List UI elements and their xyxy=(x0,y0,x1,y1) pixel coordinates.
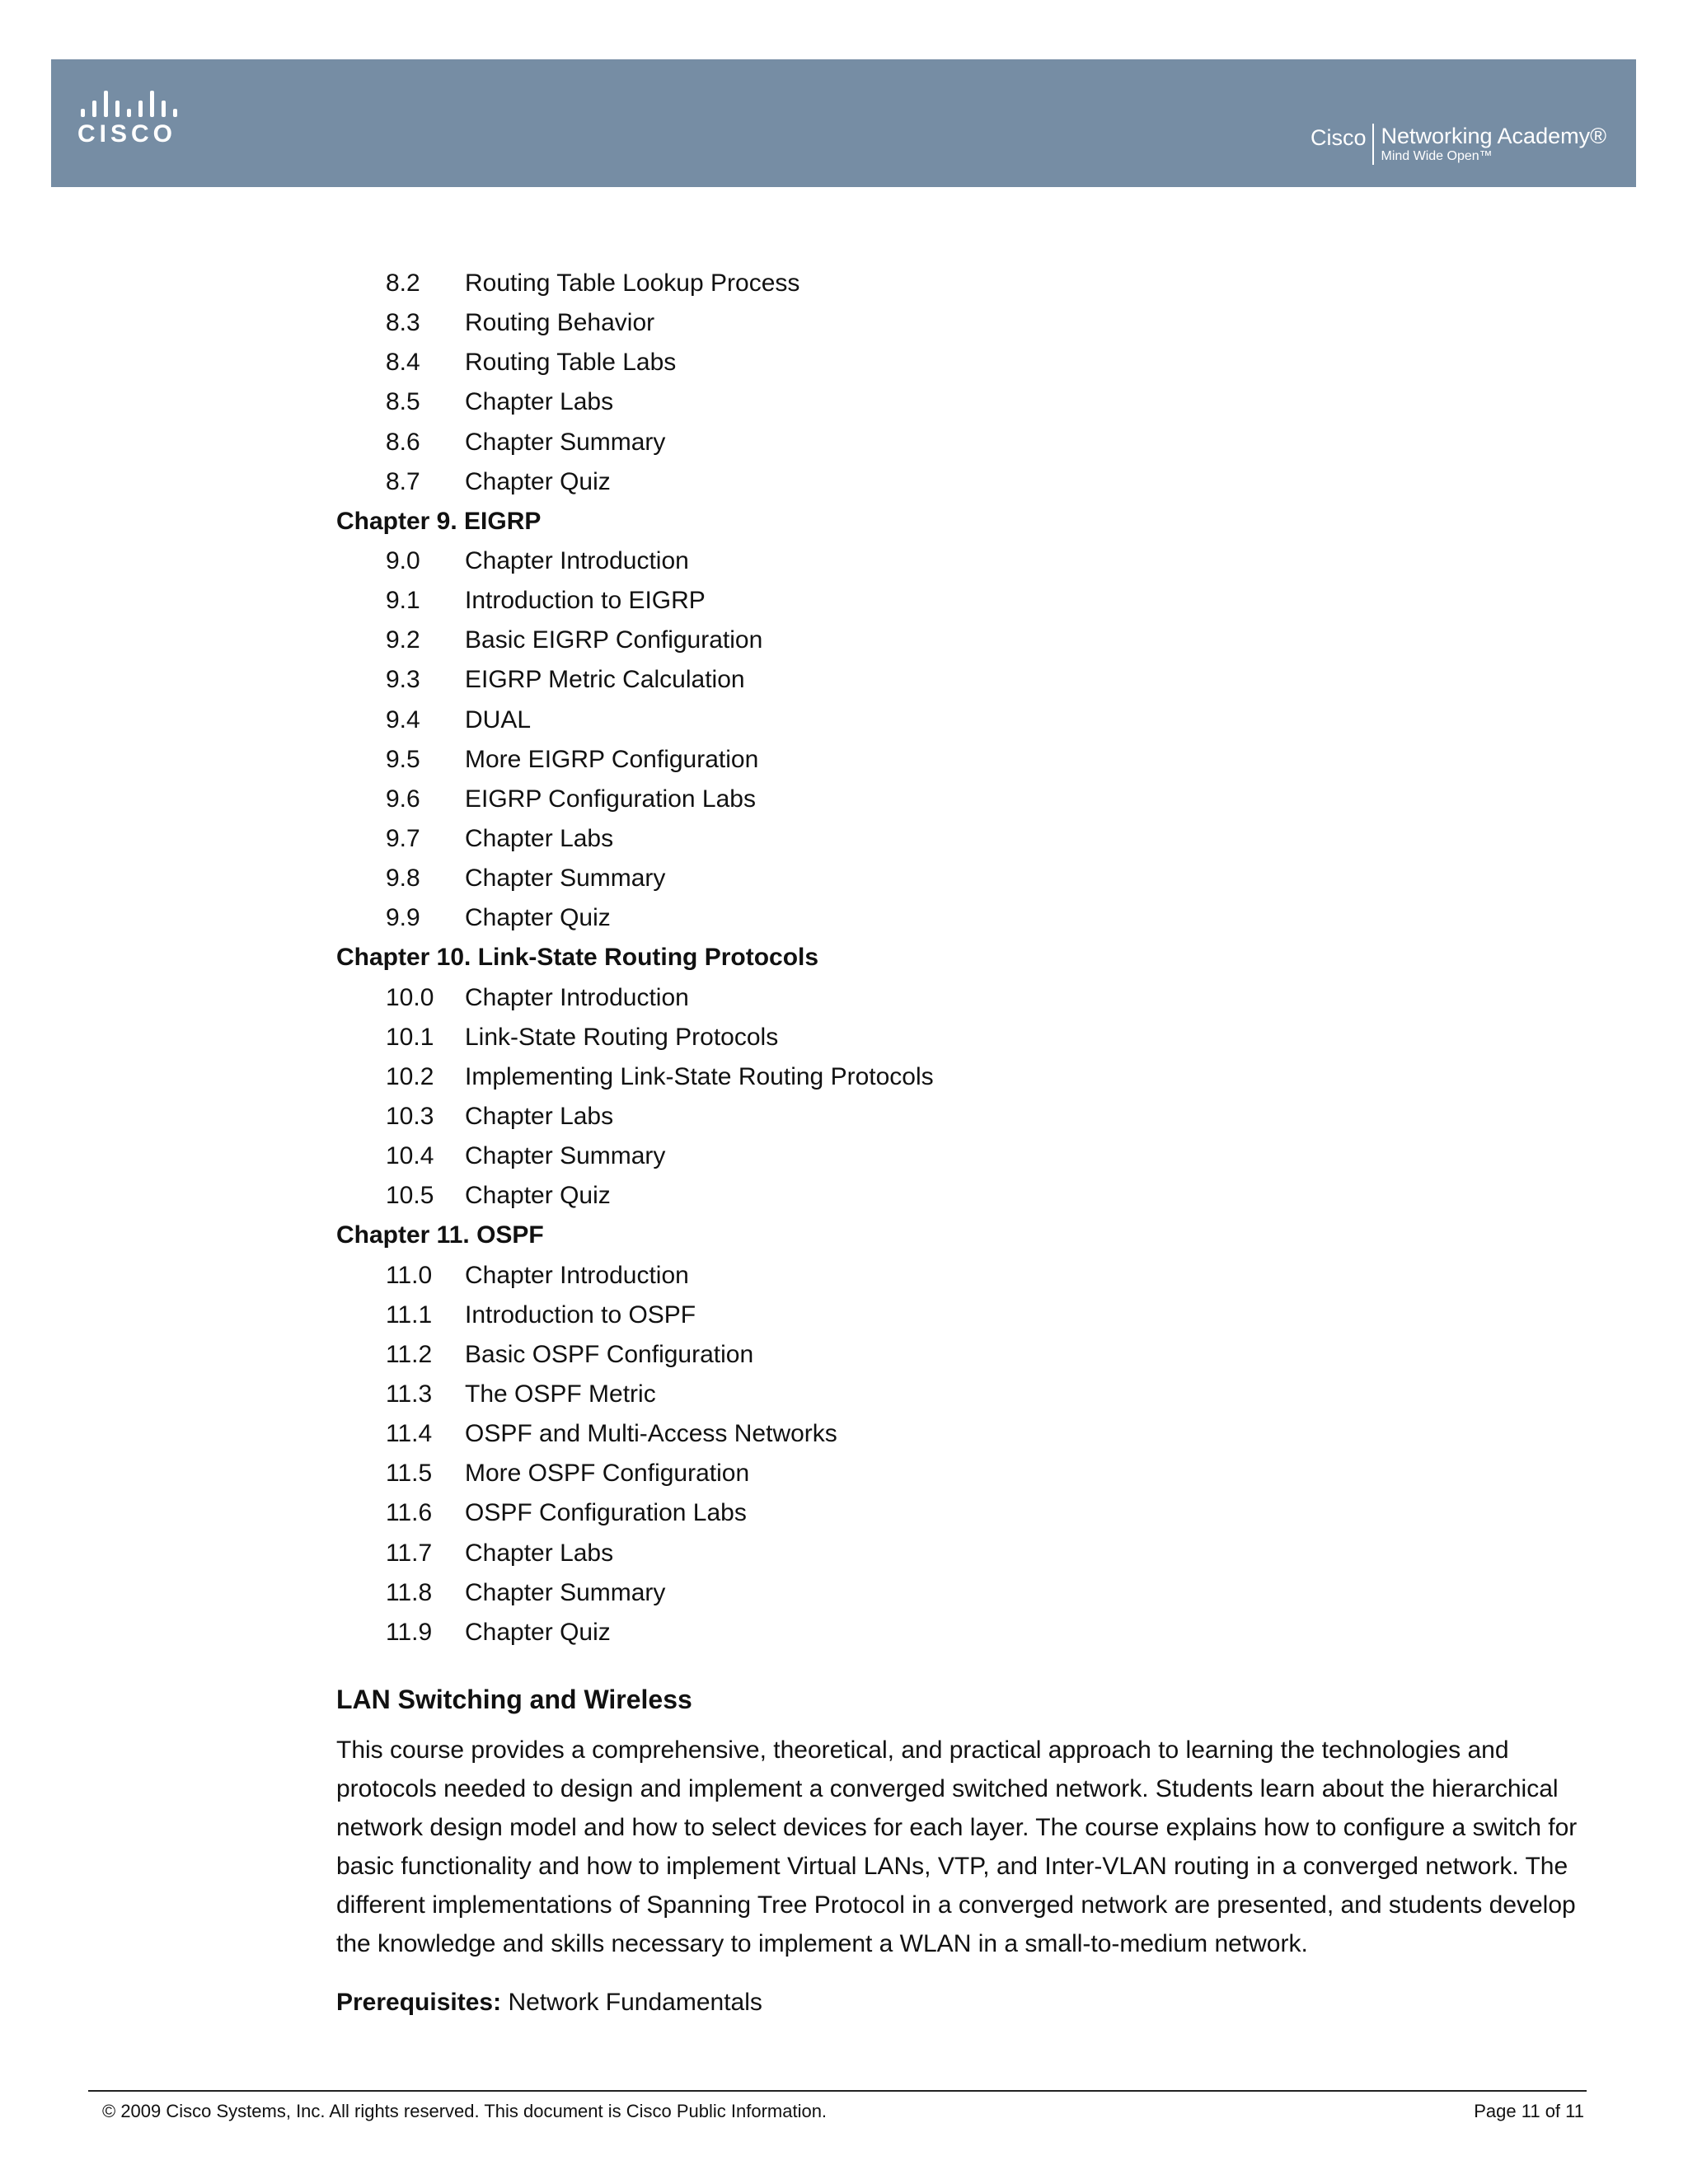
toc-entry xyxy=(336,898,1573,938)
toc-entry xyxy=(336,1057,1573,1097)
toc-entry-title: Chapter Quiz xyxy=(465,467,611,495)
toc-entry-number: 9.6 xyxy=(386,785,420,813)
toc-entry-title: Chapter Introduction xyxy=(465,546,689,574)
toc-entry-number: 8.7 xyxy=(386,467,420,495)
toc-entry xyxy=(336,1137,1573,1176)
toc-entry-number: 11.4 xyxy=(386,1420,433,1448)
toc-entry xyxy=(336,701,1573,740)
toc-entry-title: Routing Table Labs xyxy=(465,349,677,377)
prerequisites xyxy=(336,1983,1589,2022)
prerequisites-value: Network Fundamentals xyxy=(508,1989,762,2016)
toc-entry-title: Chapter Quiz xyxy=(465,1618,611,1646)
prerequisites-label: Prerequisites: xyxy=(336,1989,502,2016)
page-number: Page 11 of 11 xyxy=(1474,2101,1584,2121)
toc-entry-number: 8.6 xyxy=(386,428,420,456)
toc-entry-number: 9.0 xyxy=(386,546,420,574)
footer-copyright: © 2009 Cisco Systems, Inc. All rights reserved. This document is Cisco Public Information. xyxy=(102,2101,828,2121)
toc-entry xyxy=(336,1097,1573,1137)
toc-entry xyxy=(336,1375,1573,1414)
toc-entry-number: 8.5 xyxy=(386,388,420,416)
toc-entry xyxy=(336,1335,1573,1375)
toc-entry-number: 10.5 xyxy=(386,1182,434,1210)
toc-entry-title: More EIGRP Configuration xyxy=(465,745,759,773)
footer-divider xyxy=(88,2090,1587,2092)
toc-entry-title: DUAL xyxy=(465,705,532,733)
toc-entry-title: Implementing Link-State Routing Protocols xyxy=(465,1062,934,1090)
toc-entry xyxy=(336,303,1573,343)
toc-entry-title: Chapter Introduction xyxy=(465,983,689,1011)
toc-entry-number: 8.2 xyxy=(386,269,420,297)
toc-entry-title: Link-State Routing Protocols xyxy=(465,1023,779,1051)
toc-entry-title: EIGRP Configuration Labs xyxy=(465,785,756,813)
toc-entry-number: 10.3 xyxy=(386,1102,434,1130)
toc-entry xyxy=(336,1296,1573,1335)
toc-entry xyxy=(336,859,1573,898)
toc-entry xyxy=(336,1176,1573,1216)
toc-entry xyxy=(336,819,1573,859)
toc-entry xyxy=(336,343,1573,382)
toc-entry-number: 9.8 xyxy=(386,865,420,893)
toc-entry xyxy=(336,978,1573,1018)
toc-entry-number: 9.5 xyxy=(386,745,420,773)
section-description: This course provides a comprehensive, theoretical, and practical approach to learning the technologies and protocols needed to design and implement a converged switched network. Students learn about the hierarchical network design model and how to select devices for each layer. The course explains how to configure a switch for basic functionality and how to implement Virtual LANs, VTP, and Inter-VLAN routing in a converged network. The different implementations of Spanning Tree Protocol in a converged network are presented, and students develop the knowledge and skills necessary to implement a WLAN in a small-to-medium network. xyxy=(336,1736,1578,1957)
toc-entry-title: Basic EIGRP Configuration xyxy=(465,626,763,654)
toc-entry-title: Chapter Labs xyxy=(465,1539,614,1567)
toc-entry-number: 11.8 xyxy=(386,1578,433,1606)
toc-entry-number: 11.5 xyxy=(386,1460,433,1488)
cisco-logo-bars xyxy=(81,87,193,117)
toc-entry xyxy=(336,423,1573,462)
chapter-heading: Chapter 9. EIGRP xyxy=(336,507,542,535)
toc-entry-number: 8.3 xyxy=(386,309,420,337)
toc-entry-number: 11.0 xyxy=(386,1261,433,1289)
toc-entry-number: 9.7 xyxy=(386,824,420,852)
toc-entry-number: 11.2 xyxy=(386,1340,433,1368)
toc-entry xyxy=(336,581,1573,621)
table-of-contents xyxy=(336,264,1573,1652)
toc-entry-number: 9.2 xyxy=(386,626,420,654)
toc-entry-title: Chapter Labs xyxy=(465,1102,614,1130)
toc-entry-title: OSPF and Multi-Access Networks xyxy=(465,1420,837,1448)
toc-entry xyxy=(336,1454,1573,1493)
toc-entry-number: 10.1 xyxy=(386,1023,434,1051)
section-title: LAN Switching and Wireless xyxy=(336,1685,692,1714)
toc-entry-title: Chapter Labs xyxy=(465,388,614,416)
toc-entry-title: Routing Table Lookup Process xyxy=(465,269,800,297)
toc-entry-title: Chapter Summary xyxy=(465,428,666,456)
toc-entry-number: 10.2 xyxy=(386,1062,434,1090)
toc-entry-title: Chapter Summary xyxy=(465,1142,666,1170)
academy-name: Networking Academy® xyxy=(1381,124,1606,148)
toc-entry-number: 10.4 xyxy=(386,1142,434,1170)
toc-entry xyxy=(336,1534,1573,1573)
toc-entry-number: 11.7 xyxy=(386,1539,433,1567)
toc-entry xyxy=(336,1613,1573,1652)
toc-entry-title: Introduction to OSPF xyxy=(465,1301,696,1329)
toc-entry-number: 9.9 xyxy=(386,904,420,932)
toc-entry-number: 9.3 xyxy=(386,666,420,694)
toc-entry xyxy=(336,1018,1573,1057)
toc-entry-number: 11.9 xyxy=(386,1618,433,1646)
toc-entry xyxy=(336,1256,1573,1296)
toc-entry-title: Basic OSPF Configuration xyxy=(465,1340,754,1368)
toc-entry-title: Routing Behavior xyxy=(465,309,655,337)
toc-entry xyxy=(336,462,1573,502)
academy-tagline: Mind Wide Open™ xyxy=(1381,149,1493,163)
toc-entry-title: The OSPF Metric xyxy=(465,1380,656,1408)
toc-entry-title: Chapter Summary xyxy=(465,1578,666,1606)
toc-entry-title: OSPF Configuration Labs xyxy=(465,1499,747,1527)
toc-entry-number: 11.6 xyxy=(386,1499,433,1527)
chapter-heading: Chapter 10. Link-State Routing Protocols xyxy=(336,944,819,972)
toc-entry xyxy=(336,1573,1573,1613)
cisco-logo xyxy=(77,87,193,153)
toc-entry-title: Chapter Labs xyxy=(465,824,614,852)
toc-entry-number: 9.4 xyxy=(386,705,420,733)
header-banner xyxy=(51,59,1636,187)
cisco-logo-text: CISCO xyxy=(77,120,177,148)
toc-entry xyxy=(336,740,1573,780)
toc-entry-title: Chapter Summary xyxy=(465,865,666,893)
academy-cisco-text: Cisco xyxy=(1310,125,1367,150)
toc-entry-title: Chapter Quiz xyxy=(465,904,611,932)
toc-entry xyxy=(336,1493,1573,1533)
toc-entry-number: 9.1 xyxy=(386,587,420,615)
toc-entry-number: 8.4 xyxy=(386,349,420,377)
toc-entry xyxy=(336,1414,1573,1454)
chapter-heading: Chapter 11. OSPF xyxy=(336,1221,544,1249)
toc-entry xyxy=(336,541,1573,581)
toc-entry xyxy=(336,621,1573,660)
toc-entry-number: 11.1 xyxy=(386,1301,433,1329)
toc-entry xyxy=(336,382,1573,422)
toc-entry-title: More OSPF Configuration xyxy=(465,1460,750,1488)
academy-logo xyxy=(1311,124,1606,165)
toc-entry-title: Chapter Introduction xyxy=(465,1261,689,1289)
toc-entry xyxy=(336,780,1573,819)
toc-entry-number: 11.3 xyxy=(386,1380,433,1408)
toc-entry-title: Introduction to EIGRP xyxy=(465,587,706,615)
toc-entry-title: Chapter Quiz xyxy=(465,1182,611,1210)
toc-entry xyxy=(336,660,1573,700)
toc-entry-title: EIGRP Metric Calculation xyxy=(465,666,745,694)
toc-entry-number: 10.0 xyxy=(386,983,434,1011)
toc-entry xyxy=(336,264,1573,303)
